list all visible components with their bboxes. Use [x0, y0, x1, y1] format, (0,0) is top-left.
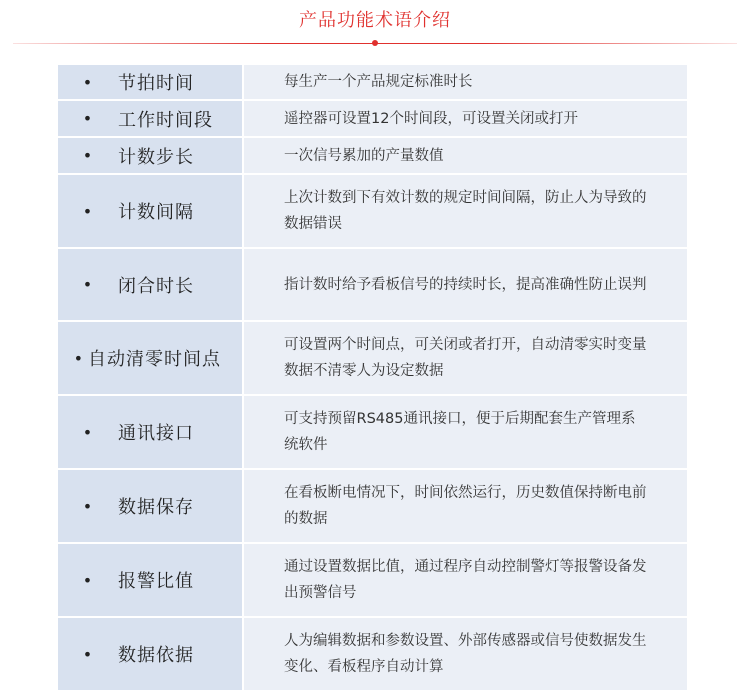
- definition-cell: [244, 544, 687, 616]
- term-label: 闭合时长: [118, 275, 194, 297]
- table-row: [58, 396, 687, 470]
- definition-text: 在看板断电情况下，时间依然运行，历史数值保持断电前的数据: [284, 485, 647, 527]
- term-label: 节拍时间: [118, 73, 194, 94]
- term-label: 自动清零时间点: [88, 349, 221, 370]
- bullet-icon: •: [82, 72, 94, 92]
- definition-text: 指计数时给予看板信号的持续时长，提高准确性防止误判: [284, 276, 647, 293]
- definition-cell: [244, 470, 687, 542]
- term-cell: [58, 175, 244, 247]
- term-label: 数据保存: [118, 497, 194, 518]
- term-cell: [58, 544, 244, 616]
- definition-cell: [244, 138, 687, 173]
- term-label: 计数步长: [118, 146, 194, 168]
- table-row: [58, 618, 687, 690]
- bullet-icon: •: [82, 644, 94, 664]
- definition-text: 通过设置数据比值，通过程序自动控制警灯等报警设备发出预警信号: [284, 559, 647, 601]
- term-label: 工作时间段: [118, 109, 213, 131]
- table-row: [58, 175, 687, 249]
- term-label: 报警比值: [118, 571, 194, 592]
- term-label: 通讯接口: [118, 423, 194, 444]
- table-row: [58, 322, 687, 396]
- definition-cell: [244, 618, 687, 690]
- bullet-icon: •: [82, 570, 94, 590]
- definition-text: 每生产一个产品规定标准时长: [284, 74, 473, 90]
- term-cell: [58, 65, 244, 99]
- definition-cell: [244, 101, 687, 136]
- bullet-icon: •: [82, 146, 94, 165]
- table-row: [58, 138, 687, 175]
- term-cell: [58, 249, 244, 320]
- term-cell: [58, 618, 244, 690]
- definition-cell: [244, 396, 687, 468]
- terms-table: [58, 65, 687, 690]
- definition-text: 人为编辑数据和参数设置、外部传感器或信号使数据发生变化、看板程序自动计算: [284, 633, 647, 675]
- term-label: 计数间隔: [118, 202, 194, 223]
- term-cell: [58, 138, 244, 173]
- title-divider-dot: [372, 40, 378, 46]
- bullet-icon: •: [82, 275, 94, 294]
- page-title: 产品功能术语介绍: [299, 10, 451, 31]
- table-row: [58, 249, 687, 322]
- definition-text: 可设置两个时间点，可关闭或者打开，自动清零实时变量数据不清零人为设定数据: [284, 337, 647, 379]
- definition-text: 遥控器可设置12个时间段，可设置关闭或打开: [284, 110, 578, 127]
- definition-cell: [244, 322, 687, 394]
- definition-text: 一次信号累加的产量数值: [284, 147, 444, 164]
- definition-cell: [244, 65, 687, 99]
- bullet-icon: •: [73, 348, 84, 368]
- table-row: [58, 544, 687, 618]
- bullet-icon: •: [82, 201, 94, 221]
- definition-text: 上次计数到下有效计数的规定时间间隔，防止人为导致的数据错误: [284, 190, 647, 232]
- definition-cell: [244, 249, 687, 320]
- term-cell: [58, 470, 244, 542]
- bullet-icon: •: [82, 422, 94, 442]
- definition-text: 可支持预留RS485通讯接口，便于后期配套生产管理系统软件: [284, 411, 636, 453]
- term-label: 数据依据: [118, 645, 194, 666]
- term-cell: [58, 101, 244, 136]
- table-row: [58, 470, 687, 544]
- term-cell: [58, 396, 244, 468]
- definition-cell: [244, 175, 687, 247]
- term-cell: [58, 322, 244, 394]
- table-row: [58, 65, 687, 101]
- bullet-icon: •: [82, 109, 94, 128]
- table-row: [58, 101, 687, 138]
- bullet-icon: •: [82, 496, 94, 516]
